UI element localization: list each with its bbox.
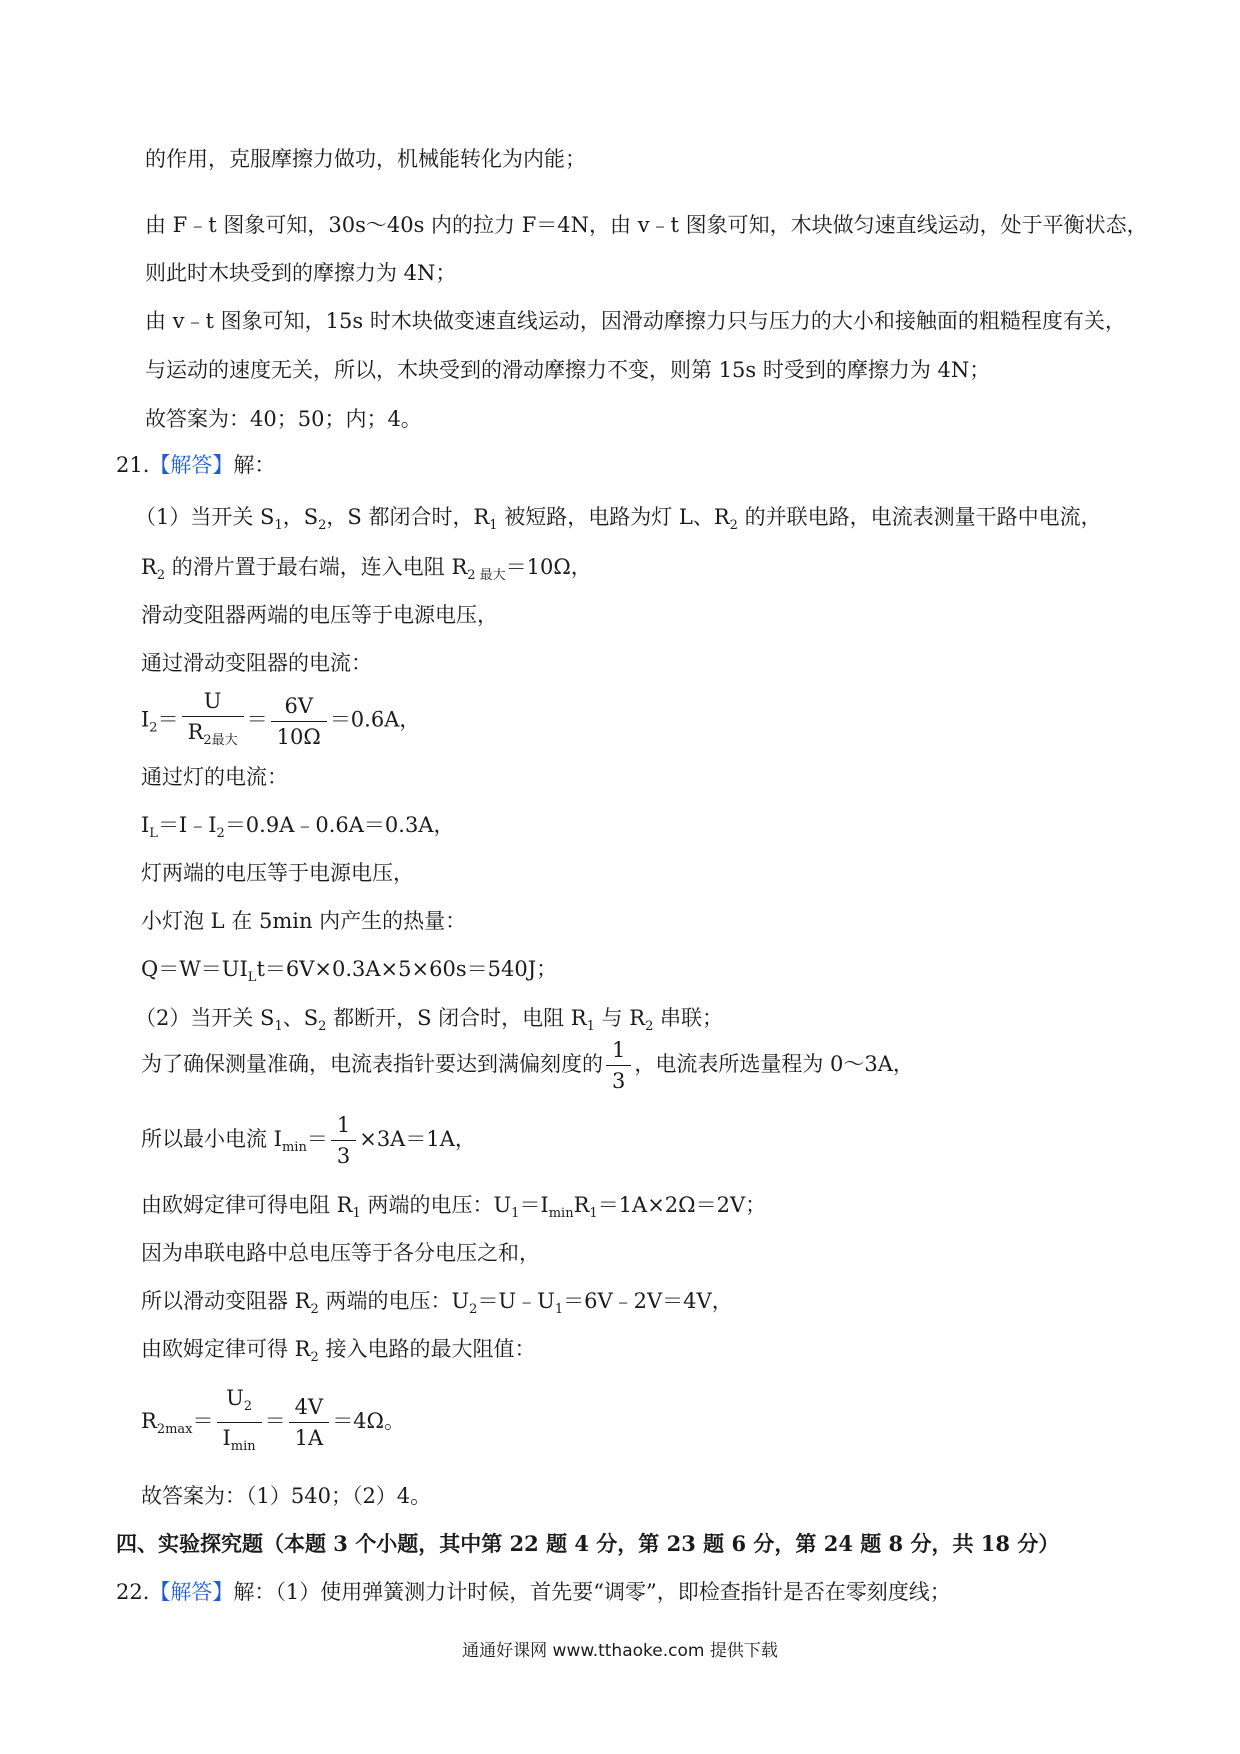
text-line: 小灯泡 L 在 5min 内产生的热量：	[141, 909, 467, 933]
text-line: 滑动变阻器两端的电压等于电源电压，	[141, 603, 498, 627]
page-footer: 通通好课网 www.tthaoke.com 提供下载	[462, 1641, 778, 1661]
question-21-header	[116, 450, 275, 480]
text-line: 通过灯的电流：	[141, 765, 288, 789]
text-line: 因为串联电路中总电压等于各分电压之和，	[141, 1241, 540, 1265]
formula-r2max: $R_{2max}=$ $\frac{U_2}{I_{min}}$ ＝ $\frac{4V}{1A}$ ＝4Ω。	[141, 1383, 405, 1462]
formula-i2: $I_2=$ $\frac{U}{R_{2最大}}$ ＝ $\frac{6V}{10\Omega}$ ＝0.6A，	[141, 686, 420, 756]
fraction: $\frac{1}{3}$	[606, 1035, 631, 1096]
text-line: 与运动的速度无关，所以，木块受到的滑动摩擦力不变，则第 15s 时受到的摩擦力为 4N；	[145, 358, 991, 382]
fraction: $\frac{1}{3}$	[331, 1110, 356, 1171]
question-number: 21.	[116, 453, 150, 477]
fraction: $\frac{U}{R_{2最大}}$	[182, 686, 244, 756]
answer-tag: 【解答】	[149, 453, 234, 477]
text-line: 所以最小电流 $I_{min}=$ $\frac{1}{3}$ ×3A＝1A，	[141, 1110, 476, 1171]
text-line: 灯两端的电压等于电源电压，	[141, 861, 414, 885]
section-heading: 四、实验探究题（本题 3 个小题，其中第 22 题 4 分，第 23 题 6 分，第 24 题 8 分，共 18 分）	[116, 1531, 1060, 1556]
question-number: 22.	[116, 1580, 150, 1604]
formula-il: $I_L=I﹣I_2=0.9A﹣0.6A=0.3A$，	[141, 813, 455, 841]
text-line: 通过滑动变阻器的电流：	[141, 651, 372, 675]
text-line: 则此时木块受到的摩擦力为 4N；	[145, 261, 457, 285]
text-line: $R_2$ 的滑片置于最右端，连入电阻 $R_{2 最大}=10\Omega$，	[141, 555, 592, 583]
text-line: 故答案为：（1）540；（2）4。	[141, 1484, 432, 1508]
fraction: $\frac{U_2}{I_{min}}$	[217, 1383, 262, 1462]
text-line: 的作用，克服摩擦力做功，机械能转化为内能；	[145, 147, 586, 171]
fraction: $\frac{6V}{10\Omega}$	[271, 691, 327, 752]
text-line: 由 v﹣t 图象可知，15s 时木块做变速直线运动，因滑动摩擦力只与压力的大小和接触面的粗糙程度有关，	[145, 309, 1126, 333]
answer-tag: 【解答】	[149, 1580, 234, 1604]
text-line: 故答案为：40；50；内；4。	[145, 407, 422, 431]
fraction: $\frac{4V}{1A}$	[289, 1392, 330, 1453]
text-line: （1）当开关 $S_1$，$S_2$，S 都闭合时，$R_1$ 被短路，电路为灯 L、$R_2$ 的并联电路，电流表测量干路中电流，	[135, 505, 1102, 533]
text-line: （2）当开关 $S_1$、$S_2$ 都断开，S 闭合时，电阻 $R_1$ 与 $R_2$ 串联；	[135, 1006, 724, 1034]
text-line: 由 F﹣t 图象可知，30s～40s 内的拉力 F＝4N，由 v﹣t 图象可知，木块做匀速直线运动，处于平衡状态，	[145, 213, 1148, 237]
question-22: 22.【解答】解：（1）使用弹簧测力计时候，首先要“调零”，即检查指针是否在零刻度线；	[116, 1580, 951, 1604]
text-line: 所以滑动变阻器 $R_2$ 两端的电压：$U_2=U﹣U_1=6V﹣2V=4V$，	[141, 1289, 733, 1317]
text-line: 由欧姆定律可得电阻 $R_1$ 两端的电压：$U_1=I_{min}R_1=1A\times 2\Omega=2V$；	[141, 1193, 767, 1221]
text-line: 由欧姆定律可得 $R_2$ 接入电路的最大阻值：	[141, 1337, 536, 1365]
formula-q: $Q=W=UI_Lt=6V\times 0.3A\times 5\times 60s=540J$；	[141, 957, 558, 985]
answer-intro: 解：	[233, 453, 276, 477]
text-line: 为了确保测量准确，电流表指针要达到满偏刻度的 $\frac{1}{3}$ ，电流表所选量程为 0～3A，	[141, 1035, 914, 1096]
